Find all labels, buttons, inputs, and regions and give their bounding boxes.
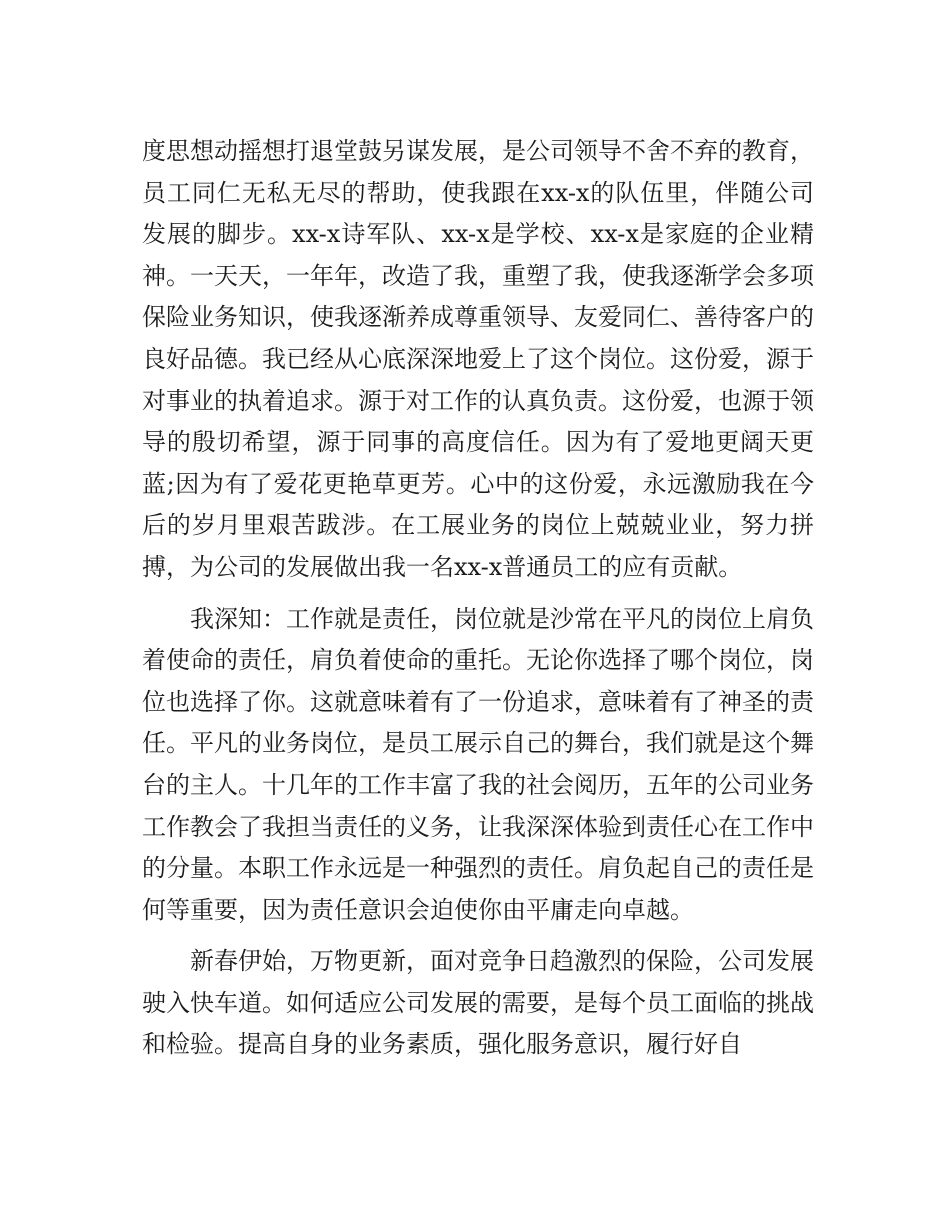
- paragraph-2: 我深知：工作就是责任，岗位就是沙常在平凡的岗位上肩负着使命的责任，肩负着使命的重托。无论你选择了哪个岗位，岗位也选择了你。这就意味着有了一份追求，意味着有了神圣的责任。平凡的业务岗位，是员工展示自己的舞台，我们就是这个舞台的主人。十几年的工作丰富了我的社会阅历，五年的公司业务工作教会了我担当责任的义务，让我深深体验到责任心在工作中的分量。本职工作永远是一种强烈的责任。肩负起自己的责任是何等重要，因为责任意识会迫使你由平庸走向卓越。: [142, 604, 814, 924]
- paragraph-1: 度思想动摇想打退堂鼓另谋发展，是公司领导不舍不弃的教育，员工同仁无私无尽的帮助，使我跟在xx-x的队伍里，伴随公司发展的脚步。xx-x诗军队、xx-x是学校、xx-x是家庭的企业精神。一天天，一年年，改造了我，重塑了我，使我逐渐学会多项保险业务知识，使我逐渐养成尊重领导、友爱同仁、善待客户的良好品德。我已经从心底深深地爱上了这个岗位。这份爱，源于对事业的执着追求。源于对工作的认真负责。这份爱，也源于领导的殷切希望，源于同事的高度信任。因为有了爱地更阔天更蓝;因为有了爱花更艳草更芳。心中的这份爱，永远激励我在今后的岁月里艰苦跋涉。在工展业务的岗位上兢兢业业，努力拼搏，为公司的发展做出我一名xx-x普通员工的应有贡献。: [142, 137, 814, 581]
- body-text: [142, 131, 814, 1076]
- paragraph-3: 新春伊始，万物更新，面对竞争日趋激烈的保险，公司发展驶入快车道。如何适应公司发展的需要，是每个员工面临的挑战和检验。提高自身的业务素质，强化服务意识，履行好自: [142, 947, 814, 1059]
